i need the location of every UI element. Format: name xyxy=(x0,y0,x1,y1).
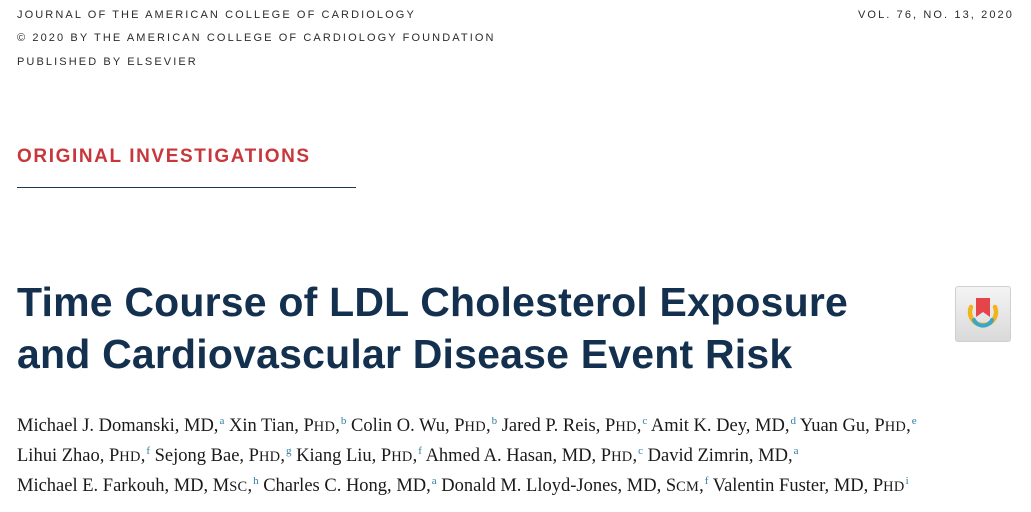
author-degree: PHD, xyxy=(874,416,911,436)
author-degree: MD, xyxy=(396,476,431,496)
author-entry xyxy=(17,416,224,436)
author-entry xyxy=(296,446,422,466)
volume-issue: VOL. 76, NO. 13, 2020 xyxy=(857,9,1014,21)
author-name: Xin Tian, xyxy=(228,416,304,436)
author-line xyxy=(17,442,1022,472)
author-name: Jared P. Reis, xyxy=(501,416,606,436)
author-degree: MD, xyxy=(755,416,790,436)
author-entry xyxy=(17,476,259,496)
author-degree: MD, xyxy=(184,416,219,436)
author-name: Amit K. Dey, xyxy=(650,416,756,436)
author-name: Valentin Fuster, xyxy=(712,476,834,496)
affiliation-marker[interactable]: a xyxy=(431,475,437,487)
affiliation-marker[interactable]: f xyxy=(418,445,422,457)
author-list xyxy=(17,412,1022,502)
title-line-2: and Cardiovascular Disease Event Risk xyxy=(17,331,793,377)
author-degree: MD, MSC, xyxy=(173,476,253,496)
author-degree: MD, PHD xyxy=(833,476,905,496)
title-line-1: Time Course of LDL Cholesterol Exposure xyxy=(17,279,849,325)
author-entry xyxy=(229,416,346,436)
article-title xyxy=(17,276,947,380)
author-name: Michael E. Farkouh, xyxy=(17,476,174,496)
author-name: Charles C. Hong, xyxy=(263,476,397,496)
affiliation-marker[interactable]: c xyxy=(638,445,644,457)
author-entry xyxy=(351,416,497,436)
affiliation-marker[interactable]: e xyxy=(911,415,917,427)
author-degree: PHD, xyxy=(380,446,418,466)
affiliation-marker[interactable]: a xyxy=(219,415,225,427)
crossmark-icon xyxy=(962,293,1004,335)
author-entry xyxy=(648,446,799,466)
author-name: Donald M. Lloyd-Jones, xyxy=(441,476,627,496)
author-name: Colin O. Wu, xyxy=(350,416,455,436)
journal-name: JOURNAL OF THE AMERICAN COLLEGE OF CARDIOLOGY xyxy=(17,9,416,21)
section-divider xyxy=(17,187,356,188)
author-degree: PHD, xyxy=(108,446,146,466)
section-heading: ORIGINAL INVESTIGATIONS xyxy=(17,146,311,167)
publisher-line: PUBLISHED BY ELSEVIER xyxy=(17,56,198,68)
crossmark-button[interactable] xyxy=(955,286,1011,342)
author-degree: MD, SCM, xyxy=(626,476,704,496)
author-name: Lihui Zhao, xyxy=(17,446,109,466)
author-entry xyxy=(651,416,796,436)
author-line xyxy=(17,472,1022,502)
author-name: Kiang Liu, xyxy=(296,446,381,466)
author-entry xyxy=(713,476,909,496)
author-entry xyxy=(263,476,436,496)
author-degree: PHD, xyxy=(605,416,642,436)
affiliation-marker[interactable]: c xyxy=(642,415,648,427)
author-degree: PHD, xyxy=(454,416,491,436)
author-entry xyxy=(441,476,708,496)
copyright-line: © 2020 BY THE AMERICAN COLLEGE OF CARDIOLOGY FOUNDATION xyxy=(17,32,496,44)
author-name: Sejong Bae, xyxy=(154,446,249,466)
author-name: Ahmed A. Hasan, xyxy=(425,446,562,466)
author-degree: PHD, xyxy=(248,446,286,466)
author-degree: MD, PHD, xyxy=(561,446,638,466)
author-name: Yuan Gu, xyxy=(799,416,875,436)
affiliation-marker[interactable]: b xyxy=(491,415,498,427)
affiliation-marker[interactable]: b xyxy=(340,415,347,427)
affiliation-marker[interactable]: f xyxy=(146,445,150,457)
author-entry xyxy=(800,416,917,436)
author-name: Michael J. Domanski, xyxy=(17,416,184,436)
author-entry xyxy=(426,446,643,466)
author-name: David Zimrin, xyxy=(647,446,759,466)
affiliation-marker[interactable]: a xyxy=(793,445,799,457)
affiliation-marker[interactable]: i xyxy=(905,475,909,487)
author-degree: MD, xyxy=(758,446,793,466)
author-entry xyxy=(155,446,292,466)
affiliation-marker[interactable]: f xyxy=(704,475,709,487)
author-degree: PHD, xyxy=(303,416,340,436)
author-entry xyxy=(502,416,648,436)
affiliation-marker[interactable]: g xyxy=(286,445,292,457)
author-line xyxy=(17,412,1022,442)
affiliation-marker[interactable]: h xyxy=(253,475,259,487)
affiliation-marker[interactable]: d xyxy=(790,415,796,427)
author-entry xyxy=(17,446,150,466)
